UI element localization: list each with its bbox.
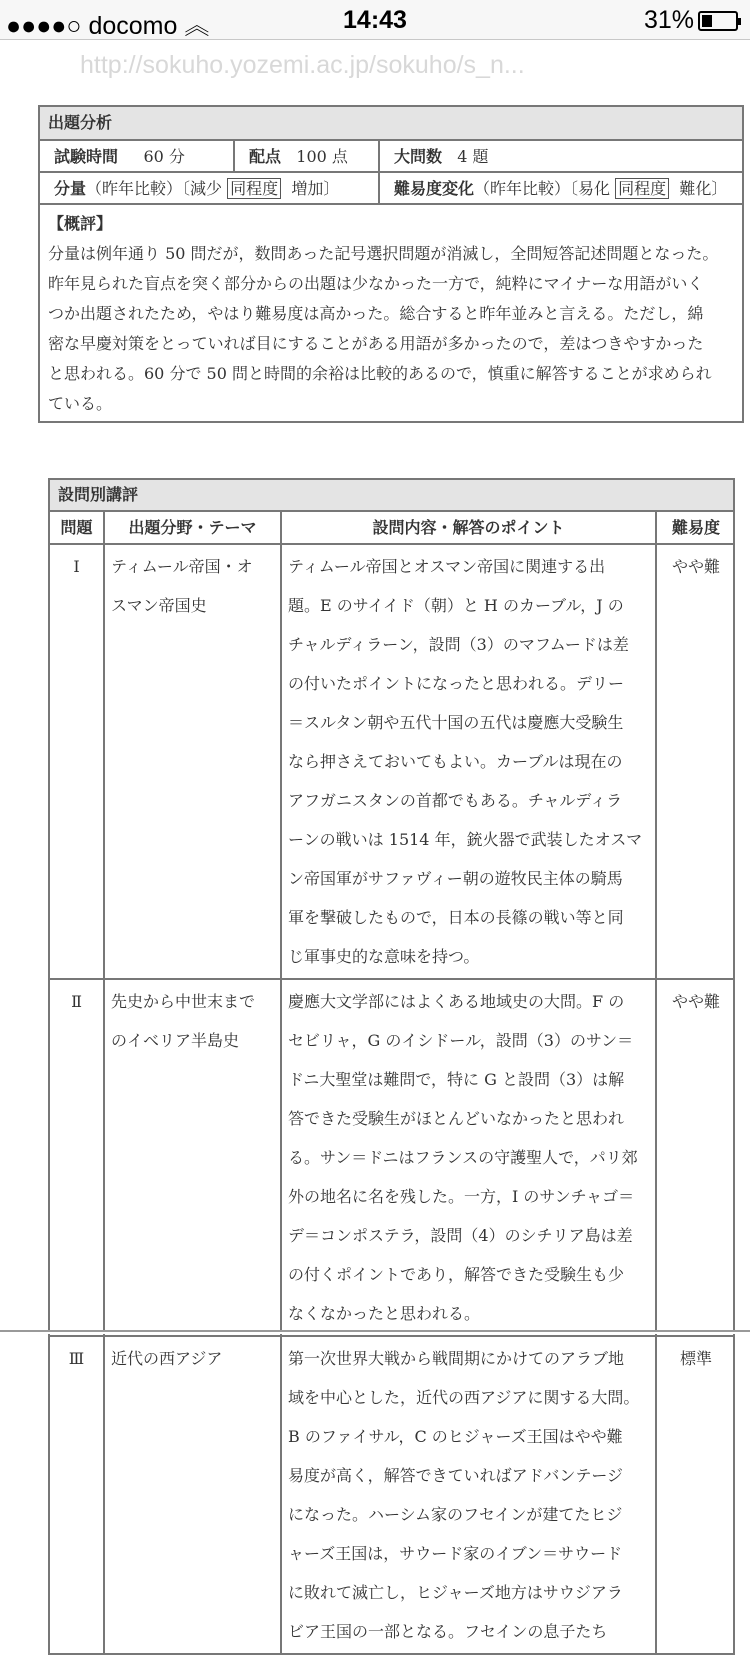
question-theme-line: ティムール帝国・オ — [111, 557, 253, 576]
url-text[interactable]: http://sokuho.yozemi.ac.jp/sokuho/s_n... — [80, 51, 525, 79]
battery-icon — [698, 11, 738, 31]
exam-time-cell — [40, 141, 235, 171]
summary-line: と思われる。60 分で 50 問と時間的余裕は比較的あるので，慎重に解答することが求められ — [48, 364, 712, 383]
volume-end: 増加〕 — [291, 179, 340, 198]
question-content-line: アフガニスタンの首都でもある。チャルディラ — [288, 791, 623, 810]
question-difficulty: やや難 — [657, 545, 735, 980]
battery-percent: 31% — [643, 6, 694, 34]
question-content-line: 答できた受験生がほとんどいなかったと思われ — [288, 1109, 625, 1128]
question-content-line: になった。ハーシム家のフセインが建てたヒジ — [288, 1505, 623, 1524]
summary-line: つか出題されたため，やはり難易度は高かった。総合すると昨年並みと言える。ただし，綿 — [48, 304, 704, 323]
question-difficulty: やや難 — [657, 980, 735, 1337]
question-content-line: B のファイサル，C のヒジャーズ王国はやや難 — [288, 1427, 623, 1446]
column-header-level: 難易度 — [657, 512, 735, 545]
question-number: Ⅱ — [50, 980, 105, 1337]
question-theme-line: スマン帝国史 — [111, 596, 207, 615]
question-content-line: 第一次世界大戦から戦間期にかけてのアラブ地 — [288, 1349, 625, 1368]
question-content-line: 軍を撃破したもので，日本の長篠の戦い等と同 — [288, 908, 624, 927]
question-content-line: ン帝国軍がサファヴィー朝の遊牧民主体の騎馬 — [288, 869, 623, 888]
question-content-line: 慶應大文学部にはよくある地域史の大問。F の — [288, 992, 625, 1011]
question-theme — [105, 545, 282, 980]
review-grid — [50, 512, 733, 1655]
summary-line: 密な早慶対策をとっていれば目にすることがある用語が多かったので，差はつきやすかった — [48, 334, 704, 353]
exam-time-value: 60 分 — [143, 147, 185, 166]
review-title: 設問別講評 — [50, 480, 733, 512]
question-content-line: ドニ大聖堂は難問で，特に G と設問（3）は解 — [288, 1070, 625, 1089]
question-content — [282, 980, 657, 1337]
question-theme — [105, 980, 282, 1337]
question-content — [282, 545, 657, 980]
question-content-line: ビア王国の一部となる。フセインの息子たち — [288, 1622, 608, 1641]
question-content-line: の付いたポイントになったと思われる。デリー — [288, 674, 625, 693]
difficulty-end: 難化〕 — [679, 179, 728, 198]
question-number: Ⅰ — [50, 545, 105, 980]
question-content-line: の付くポイントであり，解答できた受験生も少 — [288, 1265, 625, 1284]
question-content-line: ーンの戦いは 1514 年，銃火器で武装したオスマ — [288, 830, 643, 849]
question-content-line: 外の地名に名を残した。一方，I のサンチャゴ＝ — [288, 1187, 635, 1206]
column-header-content: 設問内容・解答のポイント — [282, 512, 657, 545]
volume-compare: （昨年比較）〔減少 — [86, 179, 223, 198]
carrier-label: ●●●●○ docomo — [6, 12, 178, 40]
question-content-line: チャルディラーン，設問（3）のマフムードは差 — [288, 635, 629, 654]
question-number: Ⅲ — [50, 1337, 105, 1655]
question-content-line: る。サン＝ドニはフランスの守護聖人で，パリ郊 — [288, 1148, 638, 1167]
status-bar — [0, 0, 750, 40]
question-content-line: ティムール帝国とオスマン帝国に関連する出 — [288, 557, 606, 576]
summary-text — [48, 239, 734, 419]
difficulty-cell — [380, 173, 742, 203]
question-content-line: 域を中心とした，近代の西アジアに関する大問。 — [288, 1388, 640, 1407]
summary-line: 昨年見られた盲点を突く部分からの出題は少なかった一方で，純粋にマイナーな用語がいく — [48, 274, 704, 293]
column-header-no: 問題 — [50, 512, 105, 545]
wifi-icon: ︽ — [184, 12, 210, 40]
clock: 14:43 — [343, 6, 407, 34]
points-label: 配点 — [249, 147, 282, 166]
analysis-row-change — [40, 173, 742, 205]
summary — [40, 205, 742, 421]
difficulty-selected: 同程度 — [615, 178, 669, 199]
difficulty-compare: （昨年比較）〔易化 — [474, 179, 611, 198]
volume-selected: 同程度 — [227, 178, 281, 199]
analysis-row-basic — [40, 141, 742, 173]
points-cell — [235, 141, 380, 171]
question-theme-line: 先史から中世末まで — [111, 992, 256, 1011]
summary-line: ている。 — [48, 394, 113, 413]
battery-status — [644, 6, 738, 35]
question-theme-line: 近代の西アジア — [111, 1349, 223, 1368]
question-theme — [105, 1337, 282, 1655]
difficulty-label: 難易度変化 — [394, 179, 475, 198]
points-value: 100 点 — [296, 147, 348, 166]
question-content-line: セビリャ，G のイシドール，設問（3）のサン＝ — [288, 1031, 634, 1050]
summary-line: 分量は例年通り 50 問だが，数問あった記号選択問題が消滅し，全問短答記述問題となった。 — [48, 244, 719, 263]
volume-label: 分量 — [54, 179, 87, 198]
question-content — [282, 1337, 657, 1655]
question-content-line: なくなかったと思われる。 — [288, 1304, 481, 1323]
page-bottom-edge — [0, 1330, 750, 1334]
question-content-line: なら押さえておいてもよい。カーブルは現在の — [288, 752, 623, 771]
question-content-line: ＝スルタン朝や五代十国の五代は慶應大受験生 — [288, 713, 624, 732]
review-table — [48, 478, 735, 1655]
question-content-line: 易度が高く，解答できていればアドバンテージ — [288, 1466, 624, 1485]
analysis-title: 出題分析 — [40, 107, 742, 141]
questions-value: 4 題 — [457, 147, 489, 166]
exam-time-label: 試験時間 — [54, 147, 119, 166]
question-content-line: デ＝コンポステラ，設問（4）のシチリア島は差 — [288, 1226, 633, 1245]
summary-label: 【概評】 — [48, 214, 113, 233]
question-content-line: に敗れて滅亡し，ヒジャーズ地方はサウジアラ — [288, 1583, 623, 1602]
question-difficulty: 標準 — [657, 1337, 735, 1655]
question-content-line: じ軍事史的な意味を持つ。 — [288, 947, 480, 966]
questions-label: 大問数 — [394, 147, 443, 166]
volume-cell — [40, 173, 380, 203]
question-content-line: ャーズ王国は，サウード家のイブン＝サウード — [288, 1544, 623, 1563]
column-header-theme: 出題分野・テーマ — [105, 512, 282, 545]
question-content-line: 題。E のサイイド（朝）と H のカーブル，J の — [288, 596, 624, 615]
question-theme-line: のイベリア半島史 — [111, 1031, 240, 1050]
analysis-table — [38, 105, 744, 423]
questions-cell — [380, 141, 742, 171]
